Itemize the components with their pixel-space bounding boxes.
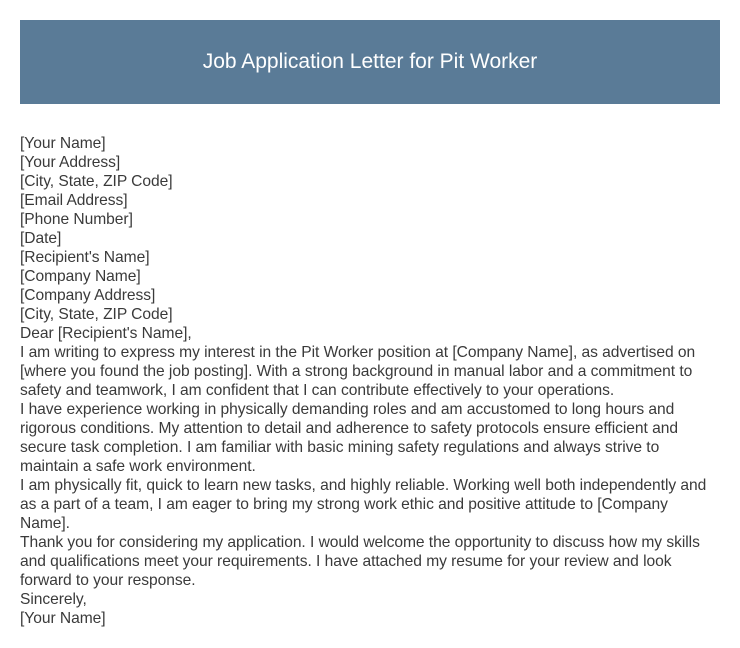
sender-name: [Your Name] bbox=[20, 135, 106, 152]
sender-address: [Your Address] bbox=[20, 154, 121, 171]
paragraph-intro: I am writing to express my interest in the Pit Worker position at [Company Name], as advertised on [where you found the job posting]. With a strong background in manual labor and a commitment to safety and teamwork, I am confident that I can contribute effectively to your operations. bbox=[20, 344, 696, 399]
closing: Sincerely, bbox=[20, 591, 87, 608]
page-title: Job Application Letter for Pit Worker bbox=[202, 50, 538, 73]
letter-body bbox=[20, 134, 722, 628]
signature: [Your Name] bbox=[20, 610, 106, 627]
salutation: Dear [Recipient's Name], bbox=[20, 325, 192, 342]
paragraph-experience: I have experience working in physically demanding roles and am accustomed to long hours and rigorous conditions. My attention to detail and adherence to safety protocols ensure efficient and secure task completion. I am familiar with basic mining safety regulations and always strive to maintain a safe work environment. bbox=[20, 401, 678, 475]
letter-date: [Date] bbox=[20, 230, 62, 247]
company-name: [Company Name] bbox=[20, 268, 141, 285]
recipient-name: [Recipient's Name] bbox=[20, 249, 150, 266]
sender-email: [Email Address] bbox=[20, 192, 128, 209]
letter-header bbox=[20, 20, 720, 104]
sender-phone: [Phone Number] bbox=[20, 211, 133, 228]
company-address: [Company Address] bbox=[20, 287, 156, 304]
paragraph-closing: Thank you for considering my application. I would welcome the opportunity to discuss how my skills and qualifications meet your requirements. I have attached my resume for your review and look forward to your response. bbox=[20, 534, 700, 589]
paragraph-qualities: I am physically fit, quick to learn new tasks, and highly reliable. Working well both independently and as a part of a team, I am eager to bring my strong work ethic and positive attitude to [Company Name]. bbox=[20, 477, 707, 532]
company-city: [City, State, ZIP Code] bbox=[20, 306, 173, 323]
sender-city: [City, State, ZIP Code] bbox=[20, 173, 173, 190]
